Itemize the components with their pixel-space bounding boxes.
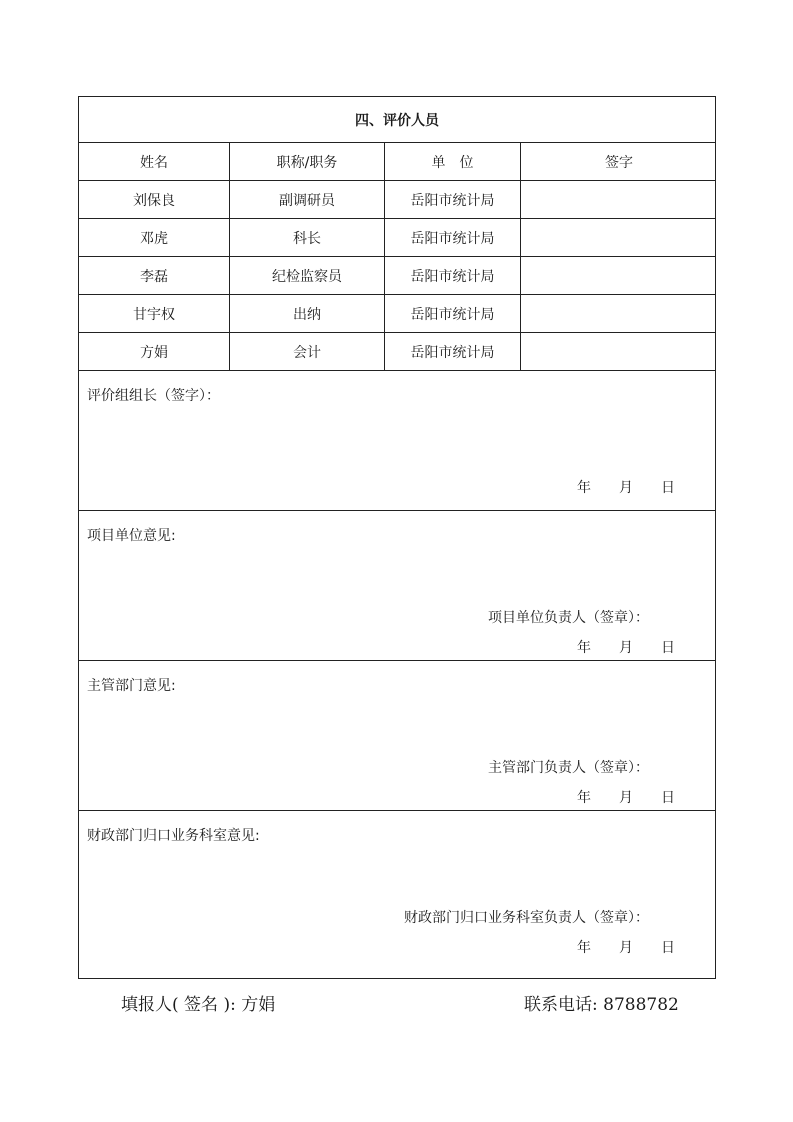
evaluation-form: [78, 96, 716, 979]
finance-label: 财政部门归口业务科室意见:: [87, 828, 260, 844]
month-label: 月: [619, 640, 633, 656]
day-label: 日: [661, 790, 675, 806]
header-title: 职称/职务: [230, 143, 385, 180]
leader-label: 评价组组长（签字）：: [87, 388, 220, 404]
cell-unit: 岳阳市统计局: [385, 219, 521, 256]
table-row: [79, 181, 715, 219]
leader-section: [79, 371, 715, 511]
project-unit-signer: 项目单位负责人（签章）：: [488, 610, 649, 626]
year-label: 年: [577, 940, 591, 956]
table-row: [79, 257, 715, 295]
cell-unit: 岳阳市统计局: [385, 257, 521, 294]
cell-signature[interactable]: [521, 181, 717, 218]
cell-signature[interactable]: [521, 219, 717, 256]
supervisor-signer: 主管部门负责人（签章）：: [488, 760, 649, 776]
day-label: 日: [661, 940, 675, 956]
supervisor-date: [577, 787, 675, 807]
cell-unit: 岳阳市统计局: [385, 295, 521, 332]
cell-title: 科长: [230, 219, 385, 256]
day-label: 日: [661, 480, 675, 496]
header-signature: 签字: [605, 154, 633, 171]
finance-date: [577, 937, 675, 957]
finance-signer: 财政部门归口业务科室负责人（签章）：: [404, 910, 649, 926]
cell-title: 出纳: [230, 295, 385, 332]
project-unit-date: [577, 637, 675, 657]
filler-signature: 填报人( 签名 ): 方娟: [121, 995, 276, 1015]
table-row: [79, 333, 715, 371]
cell-unit: 岳阳市统计局: [385, 181, 521, 218]
cell-signature[interactable]: [521, 257, 717, 294]
cell-name: 李磊: [79, 257, 230, 294]
table-row: [79, 219, 715, 257]
table-row: [79, 295, 715, 333]
year-label: 年: [577, 640, 591, 656]
cell-unit: 岳阳市统计局: [385, 333, 521, 370]
cell-name: 刘保良: [79, 181, 230, 218]
section-title: [79, 97, 715, 143]
month-label: 月: [619, 790, 633, 806]
cell-title: 副调研员: [230, 181, 385, 218]
day-label: 日: [661, 640, 675, 656]
finance-section: [79, 811, 715, 980]
cell-name: 方娟: [79, 333, 230, 370]
supervisor-section: [79, 661, 715, 811]
cell-title: 纪检监察员: [230, 257, 385, 294]
cell-signature[interactable]: [521, 295, 717, 332]
contact-phone: 联系电话: 8788782: [524, 995, 679, 1015]
table-header-row: [79, 143, 715, 181]
leader-date: [577, 477, 675, 497]
year-label: 年: [577, 790, 591, 806]
month-label: 月: [619, 480, 633, 496]
project-unit-label: 项目单位意见:: [87, 528, 176, 544]
cell-name: 邓虎: [79, 219, 230, 256]
cell-name: 甘宇权: [79, 295, 230, 332]
supervisor-label: 主管部门意见:: [87, 678, 176, 694]
header-unit: 单 位: [385, 143, 521, 180]
year-label: 年: [577, 480, 591, 496]
cell-signature[interactable]: [521, 333, 717, 370]
project-unit-section: [79, 511, 715, 661]
section-title-text: 四、评价人员: [355, 112, 439, 129]
month-label: 月: [619, 940, 633, 956]
header-name: 姓名: [79, 143, 230, 180]
cell-title: 会计: [230, 333, 385, 370]
